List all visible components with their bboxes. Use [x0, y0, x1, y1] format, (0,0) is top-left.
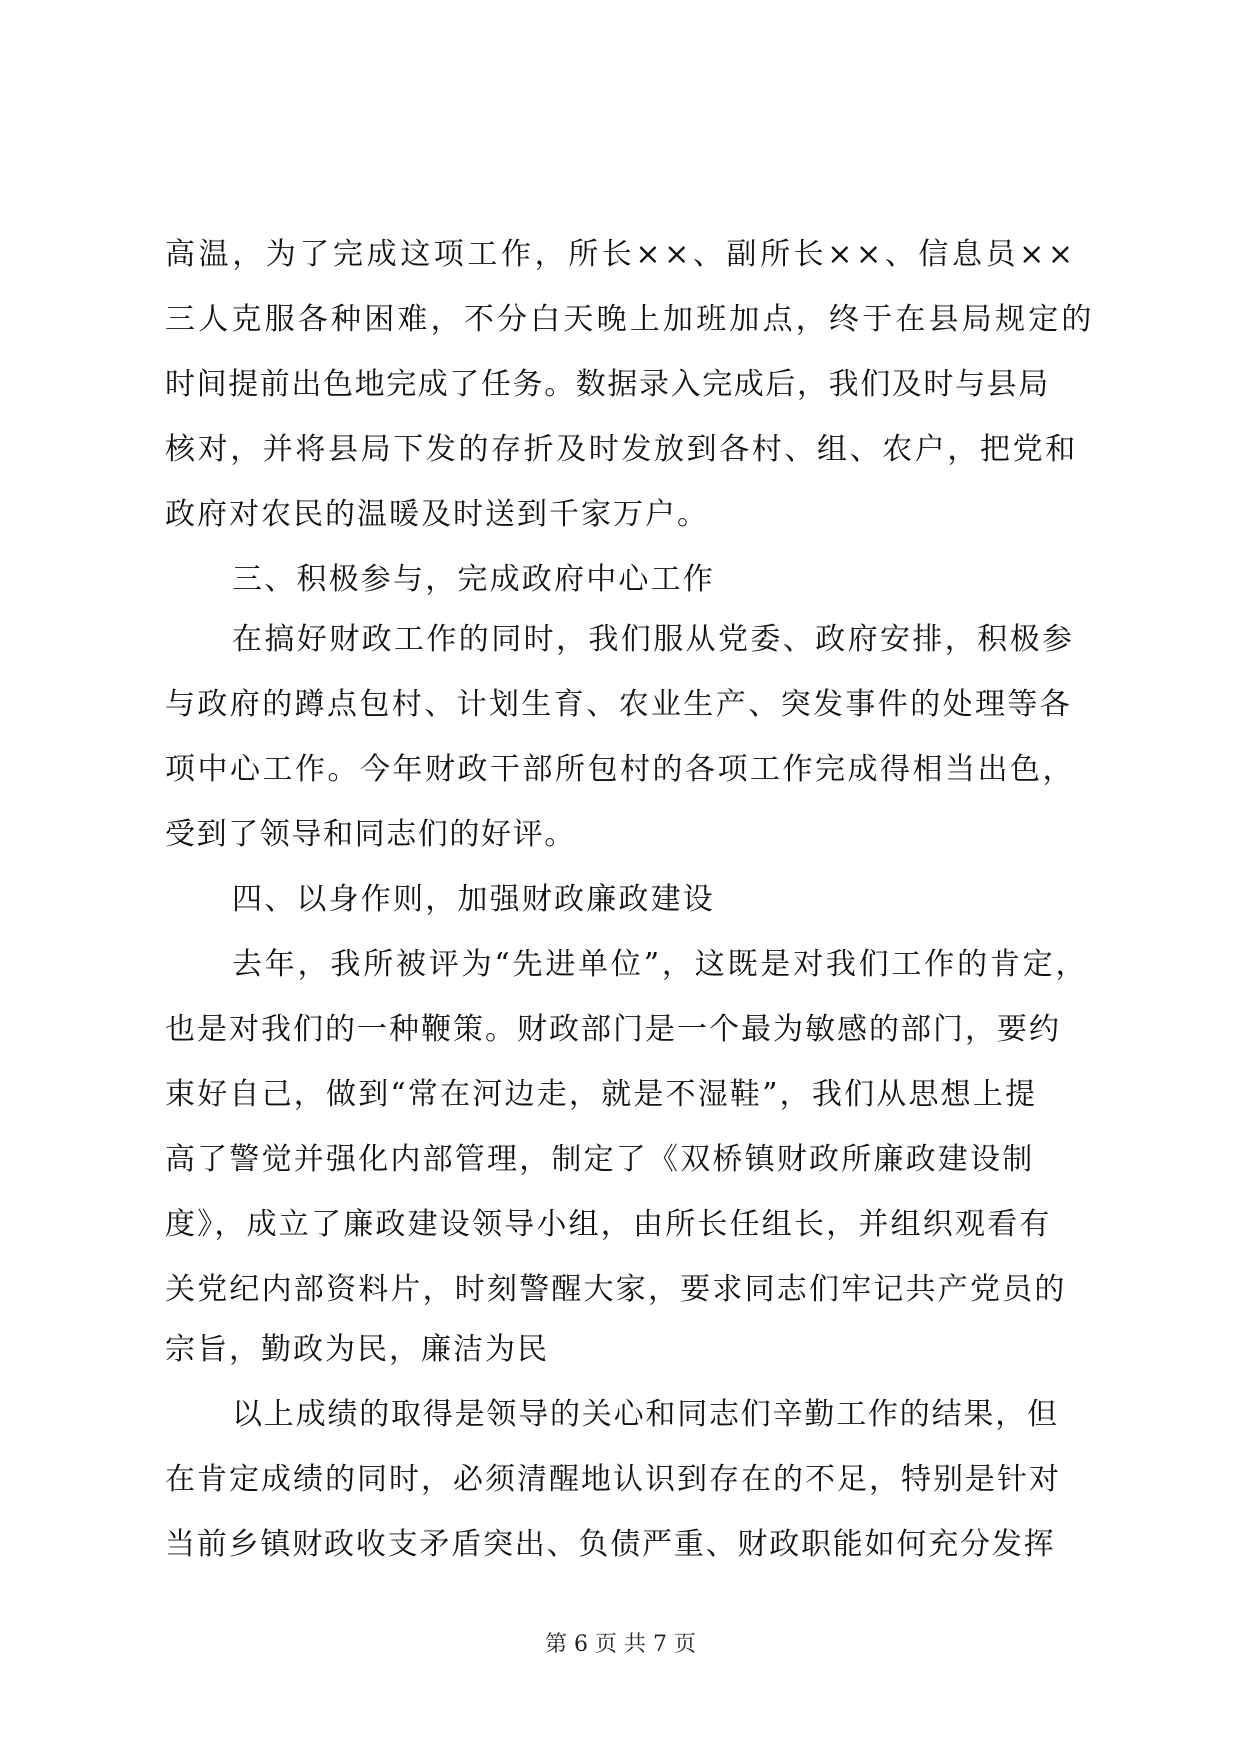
body-text-line: 宗旨，勤政为民，廉洁为民: [165, 1332, 549, 1367]
body-text-line: 在肯定成绩的同时，必须清醒地认识到存在的不足，特别是针对: [165, 1462, 1061, 1497]
body-text-line: 度》，成立了廉政建设领导小组，由所长任组长，并组织观看有: [165, 1207, 1052, 1242]
body-text-line: 高温，为了完成这项工作，所长××、副所长××、信息员××: [165, 237, 1077, 272]
body-text-line: 受到了领导和同志们的好评。: [165, 817, 576, 852]
body-text-line: 在搞好财政工作的同时，我们服从党委、政府安排，积极参: [232, 622, 1075, 657]
body-text-line: 政府对农民的温暖及时送到千家万户。: [165, 497, 709, 532]
body-text-line: 当前乡镇财政收支矛盾突出、负债严重、财政职能如何充分发挥: [165, 1527, 1056, 1562]
body-text-line: 以上成绩的取得是领导的关心和同志们辛勤工作的结果，但: [232, 1397, 1059, 1432]
body-text-line: 关党纪内部资料片，时刻警醒大家，要求同志们牢记共产党员的: [165, 1272, 1067, 1307]
section-heading: 四、以身作则，加强财政廉政建设: [232, 882, 715, 917]
body-text-line: 也是对我们的一种鞭策。财政部门是一个最为敏感的部门，要约: [165, 1012, 1061, 1047]
body-text-line: 高了警觉并强化内部管理，制定了《双桥镇财政所廉政建设制: [165, 1142, 1035, 1177]
body-text-line: 项中心工作。今年财政干部所包村的各项工作完成得相当出色，: [165, 752, 1075, 787]
section-heading: 三、积极参与，完成政府中心工作: [232, 562, 715, 597]
body-text-line: 去年，我所被评为“先进单位”，这既是对我们工作的肯定，: [232, 947, 1089, 982]
body-text-line: 时间提前出色地完成了任务。数据录入完成后，我们及时与县局: [165, 367, 1050, 402]
page-number-footer: 第 6 页 共 7 页: [545, 1632, 696, 1657]
body-text-line: 核对，并将县局下发的存折及时发放到各村、组、农户，把党和: [165, 432, 1078, 467]
body-text-line: 与政府的蹲点包村、计划生育、农业生产、突发事件的处理等各: [165, 687, 1073, 722]
body-text-line: 束好自己，做到“常在河边走，就是不湿鞋”，我们从思想上提: [165, 1077, 1038, 1112]
body-text-line: 三人克服各种困难，不分白天晚上加班加点，终于在县局规定的: [165, 302, 1095, 337]
